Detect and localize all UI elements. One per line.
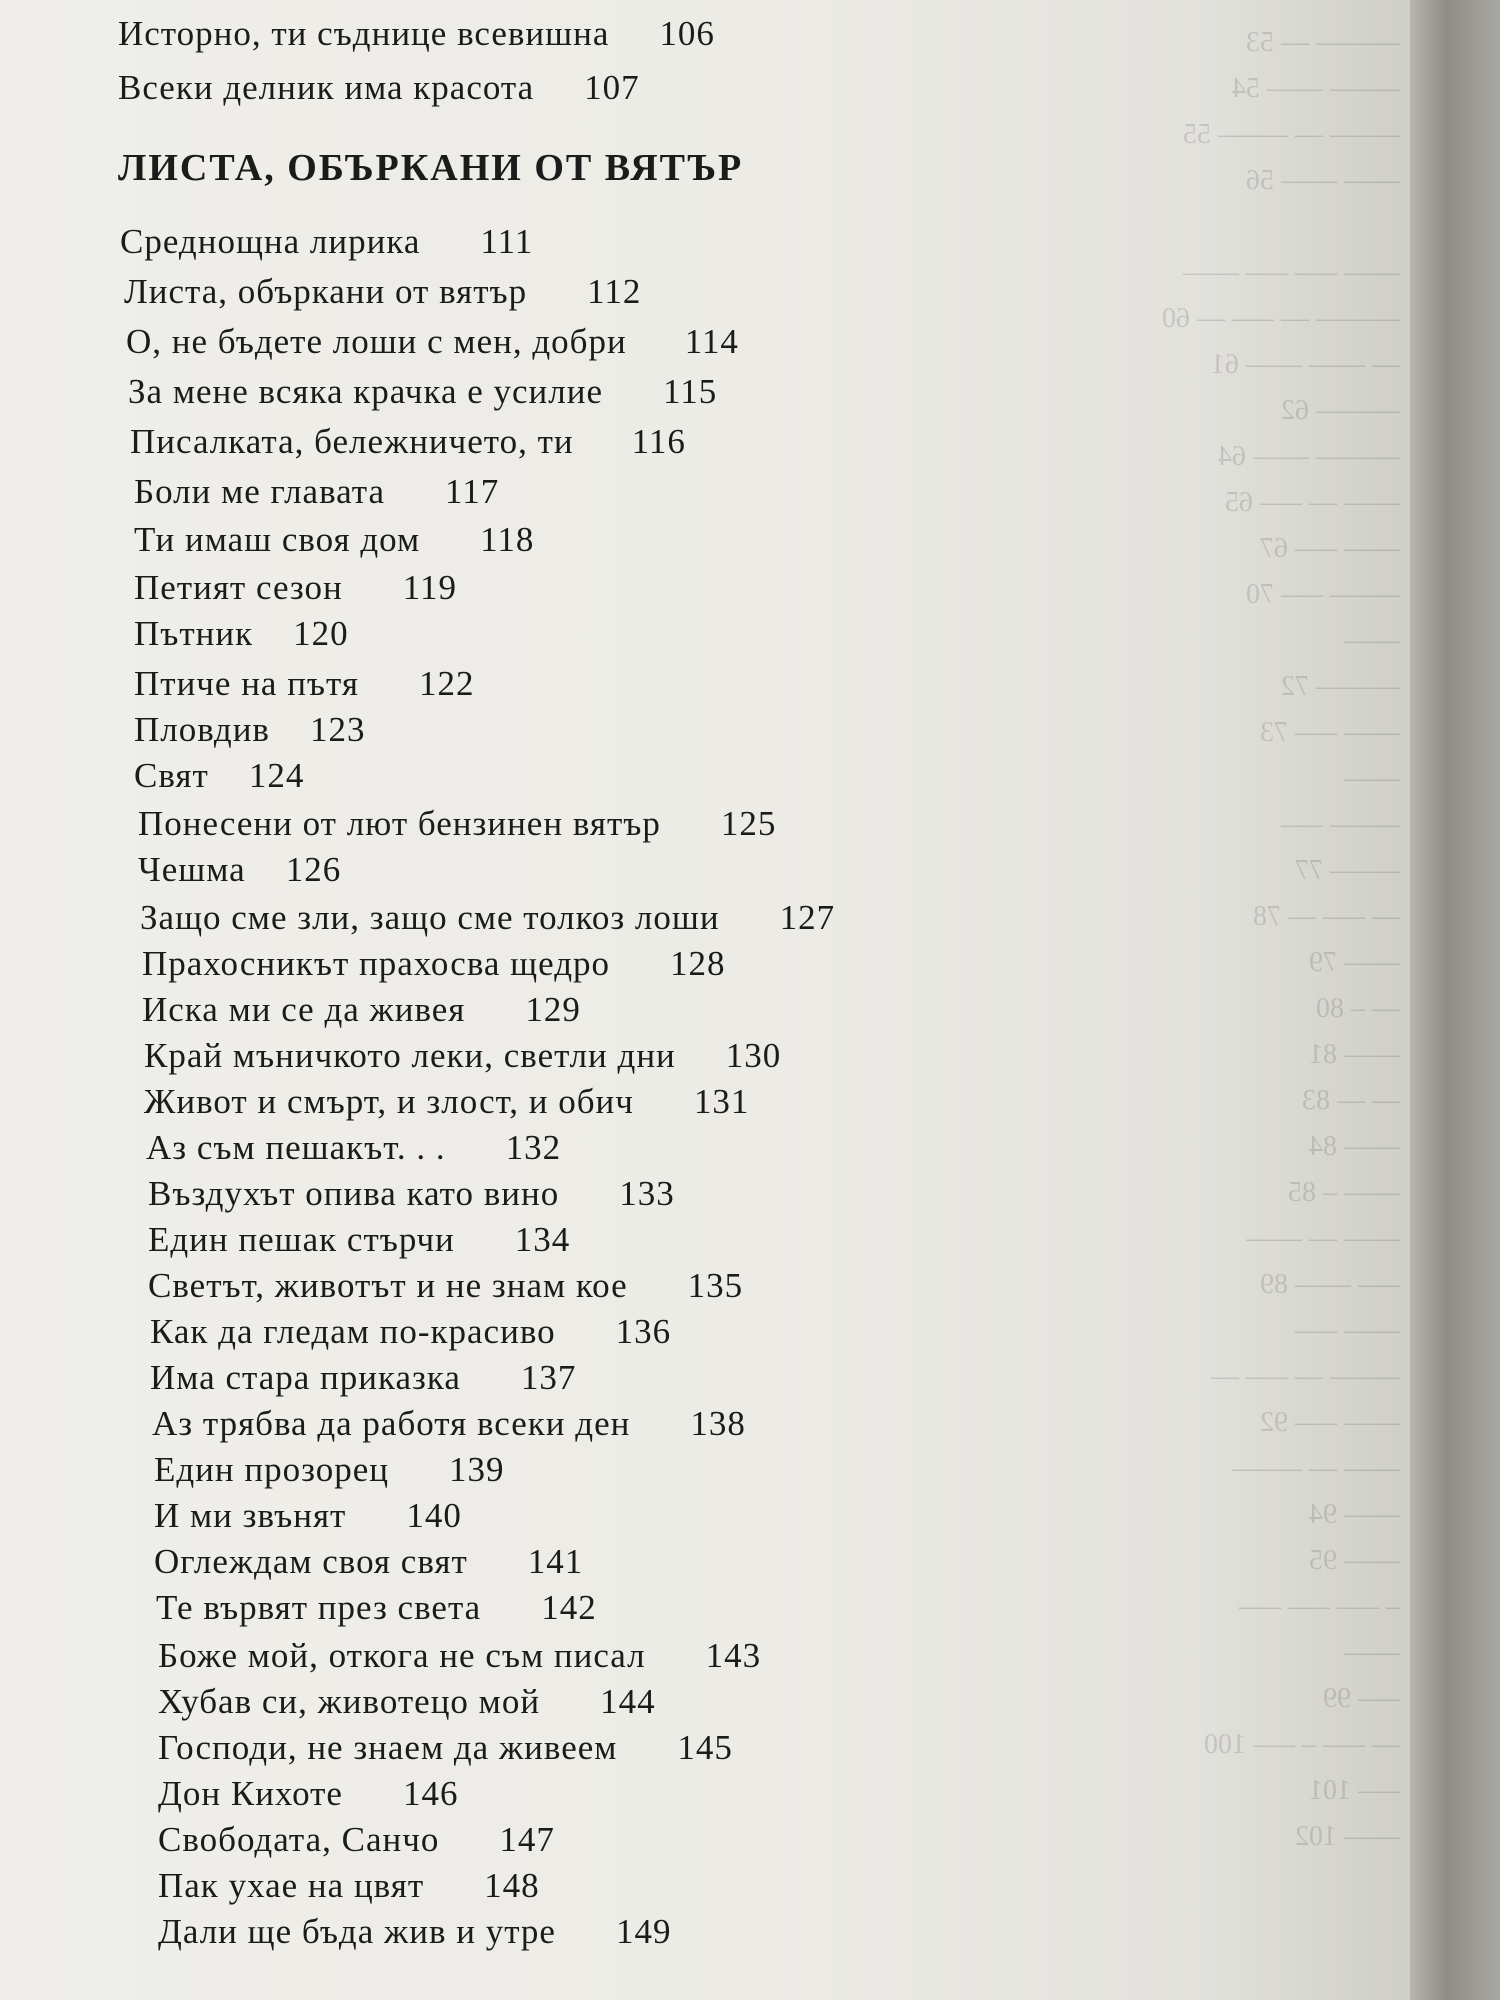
toc-entry-page: 141	[527, 1542, 584, 1581]
toc-entry-page: 126	[285, 850, 342, 889]
toc-entry	[130, 422, 686, 462]
toc-entry	[140, 898, 835, 938]
book-gutter	[1410, 0, 1500, 2000]
toc-entry	[158, 1912, 671, 1952]
toc-entry-page: 134	[514, 1220, 571, 1259]
toc-entry-page: 111	[480, 222, 534, 261]
toc-entry-page: 114	[684, 322, 739, 361]
toc-entry-page: 131	[693, 1082, 750, 1121]
toc-entry	[134, 756, 304, 796]
toc-entry-page: 144	[600, 1682, 656, 1721]
toc-entry-title: Хубав си, животецо мой	[158, 1682, 541, 1721]
toc-entry-page: 125	[720, 804, 777, 843]
toc-entry	[142, 944, 726, 984]
toc-entry-title: Дон Кихоте	[158, 1774, 343, 1813]
toc-entry	[138, 804, 776, 844]
toc-entry-title: Край мъничкото леки, светли дни	[144, 1036, 676, 1075]
toc-entry-page: 133	[619, 1174, 675, 1213]
toc-entry-page: 117	[445, 472, 500, 511]
toc-entry-title: Пътник	[134, 614, 254, 653]
toc-entry-title: Среднощна лирика	[120, 222, 421, 261]
toc-entry-page: 119	[402, 568, 457, 607]
toc-entry-title: Чешма	[138, 850, 246, 889]
toc-entry	[142, 990, 581, 1030]
toc-entry-title: За мене всяка крачка е усилие	[128, 372, 604, 411]
toc-entry-title: Пловдив	[134, 710, 270, 749]
toc-entry-title: Иска ми се да живея	[142, 990, 466, 1029]
toc-entry-page: 148	[484, 1866, 540, 1905]
toc-entry-page: 143	[705, 1636, 762, 1675]
toc-entry-page: 116	[631, 422, 686, 461]
toc-entry	[156, 1588, 597, 1628]
toc-entry-title: Аз трябва да работя всеки ден	[152, 1404, 631, 1443]
toc-entry-title: Живот и смърт, и злост, и обич	[144, 1082, 634, 1121]
toc-entry	[148, 1174, 675, 1214]
toc-entry-page: 106	[659, 14, 715, 53]
toc-entry	[134, 710, 365, 750]
toc-entry-page: 137	[520, 1358, 577, 1397]
toc-entry-page: 149	[615, 1912, 672, 1951]
toc-entry-title: Свят	[134, 756, 209, 795]
toc-entry-title: И ми звънят	[154, 1496, 347, 1535]
toc-entry	[154, 1450, 505, 1490]
toc-entry-title: Светът, животът и не знам кое	[148, 1266, 628, 1305]
toc-entry-title: Господи, не знаем да живеем	[158, 1728, 618, 1767]
toc-entry	[150, 1312, 671, 1352]
toc-entry-title: Въздухът опива като вино	[148, 1174, 560, 1213]
toc-entry-page: 142	[541, 1588, 597, 1627]
toc-entry-title: Боже мой, откога не съм писал	[158, 1636, 646, 1675]
toc-entry-title: Свободата, Санчо	[158, 1820, 440, 1859]
toc-entry-page: 130	[725, 1036, 782, 1075]
toc-entry-title: Оглеждам своя свят	[154, 1542, 468, 1581]
toc-entry	[134, 568, 457, 608]
toc-entry-page: 115	[663, 372, 718, 411]
toc-entry-page: 127	[779, 898, 836, 937]
toc-entry-page: 122	[418, 664, 475, 703]
toc-entry-title: Как да гледам по-красиво	[150, 1312, 556, 1351]
toc-entry-title: Ти имаш своя дом	[134, 520, 421, 559]
toc-entry	[118, 14, 715, 54]
toc-entry	[134, 520, 534, 560]
section-heading: ЛИСТА, ОБЪРКАНИ ОТ ВЯТЪР	[118, 147, 744, 189]
toc-entry-title: Всеки делник има красота	[118, 68, 535, 107]
toc-entry-page: 107	[584, 68, 640, 107]
toc-entry	[158, 1636, 761, 1676]
toc-entry	[124, 272, 641, 312]
toc-entry-title: Птиче на пътя	[134, 664, 359, 703]
toc-entry-title: Боли ме главата	[134, 472, 386, 511]
toc-entry	[144, 1082, 749, 1122]
toc-entry	[126, 322, 739, 362]
toc-entry-page: 147	[499, 1820, 555, 1859]
toc-entry	[154, 1542, 583, 1582]
toc-entry	[150, 1358, 576, 1398]
toc-entry	[120, 222, 533, 262]
toc-entry-page: 135	[687, 1266, 744, 1305]
toc-entry-title: О, не бъдете лоши с мен, добри	[126, 322, 627, 361]
toc-entry	[158, 1728, 733, 1768]
toc-entry	[158, 1866, 540, 1906]
toc-entry-page: 136	[615, 1312, 672, 1351]
toc-entry-page: 138	[690, 1404, 746, 1443]
toc-entry	[134, 614, 349, 654]
toc-entry-title: Петият сезон	[134, 568, 343, 607]
toc-entry	[154, 1496, 462, 1536]
toc-entry-page: 140	[406, 1496, 462, 1535]
toc-entry-page: 123	[309, 710, 366, 749]
toc-entry	[138, 850, 341, 890]
toc-entry-title: Те вървят през света	[156, 1588, 482, 1627]
toc-entry-title: Листа, объркани от вятър	[124, 272, 528, 311]
toc-entry	[158, 1820, 555, 1860]
toc-entry	[158, 1774, 458, 1814]
toc-entry	[146, 1128, 561, 1168]
toc-entry	[148, 1220, 570, 1260]
toc-entry-page: 124	[248, 756, 305, 795]
toc-entry	[128, 372, 717, 412]
toc-entry-title: Един прозорец	[154, 1450, 390, 1489]
toc-entry-page: 129	[525, 990, 581, 1029]
toc-entry	[158, 1682, 656, 1722]
toc-entry	[134, 472, 499, 512]
toc-entry	[144, 1036, 781, 1076]
toc-entry-title: Защо сме зли, защо сме толкоз лоши	[140, 898, 720, 937]
bleed-through-text: ‒‒‒‒‒‒ ‒‒ 53 ‒‒‒‒‒ ‒‒‒‒ 54 ‒‒‒‒‒ ‒‒ ‒‒‒‒‒ 55 ‒‒‒‒ ‒‒‒‒ 56 ‒‒‒‒ ‒‒‒ ‒‒‒ ‒‒‒‒ ‒‒‒‒‒‒ ‒‒ ‒‒‒ ‒‒ 60 ‒‒ ‒‒‒‒ ‒‒‒‒ 61 ‒‒‒‒‒‒ 62 ‒‒‒‒‒‒ ‒‒‒‒ 64 ‒‒‒‒ ‒‒ ‒‒‒ 65 ‒‒‒‒ ‒‒‒ 67 ‒‒‒‒‒ ‒‒‒ 70 ‒‒‒‒ ‒‒‒‒‒‒ 72 ‒‒‒‒ ‒‒‒ 73 ‒‒‒‒ ‒‒‒‒‒ ‒‒‒ ‒‒‒‒‒ 77 ‒‒ ‒‒‒ ‒‒ 78 ‒‒‒‒ 79 ‒‒ ‒ 80 ‒‒‒‒ 81 ‒‒ ‒‒ 83 ‒‒‒‒ 84 ‒‒‒‒ ‒ 85 ‒‒‒‒ ‒‒ ‒‒‒‒ ‒‒‒ ‒‒‒‒ 89 ‒‒‒‒ ‒‒‒ ‒‒‒‒‒ ‒‒ ‒‒‒ ‒‒ ‒‒‒‒ ‒‒‒ 92 ‒‒‒‒ ‒‒ ‒‒‒‒‒ ‒‒‒‒ 94 ‒‒‒‒ 95 ‒ ‒‒‒ ‒‒‒ ‒‒‒ ‒‒‒‒ ‒‒‒ 99 ‒‒ ‒‒‒ ‒ ‒‒‒ 100 ‒‒‒ 101 ‒‒‒‒ 102	[1162, 27, 1400, 1852]
toc-entry-page: 120	[293, 614, 349, 653]
toc-entry-title: Един пешак стърчи	[148, 1220, 455, 1259]
toc-entry-page: 118	[480, 520, 535, 559]
toc-entry-title: Има стара приказка	[150, 1358, 461, 1397]
toc-entry	[134, 664, 474, 704]
toc-entry	[118, 68, 640, 108]
toc-entry-page: 145	[677, 1728, 733, 1767]
toc-entry-page: 139	[449, 1450, 505, 1489]
toc-entry-title: Прахосникът прахосва щедро	[142, 944, 611, 983]
toc-entry-title: Аз съм пешакът. . .	[146, 1128, 446, 1167]
toc-entry-title: Понесени от лют бензинен вятър	[138, 804, 661, 843]
toc-entry-title: Писалката, бележничето, ти	[130, 422, 574, 461]
toc-entry	[148, 1266, 743, 1306]
toc-entry-page: 146	[402, 1774, 459, 1813]
toc-entry	[152, 1404, 746, 1444]
toc-entry-page: 128	[670, 944, 726, 983]
toc-entry-title: Пак ухае на цвят	[158, 1866, 425, 1905]
toc-entry-page: 132	[505, 1128, 562, 1167]
toc-entry-title: Дали ще бъда жив и утре	[158, 1912, 556, 1951]
toc-entry-title: Исторно, ти съднице всевишна	[118, 14, 610, 53]
toc-entry-page: 112	[587, 272, 642, 311]
